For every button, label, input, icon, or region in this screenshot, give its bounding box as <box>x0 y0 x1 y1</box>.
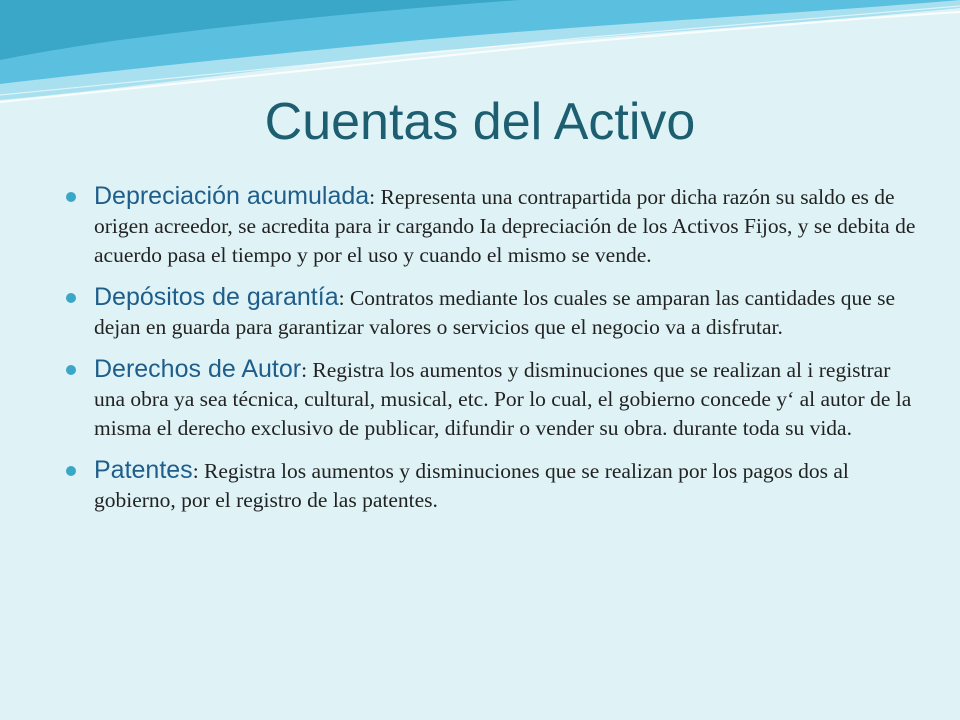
list-item <box>66 355 921 443</box>
item-term: Depreciación acumulada <box>94 182 370 210</box>
item-term: Derechos de Autor <box>94 355 302 383</box>
item-text: : Contratos mediante los cuales se amparan las cantidades que se dejan en guarda para garantizar valores o servicios que el negocio va a disfrutar. <box>94 286 896 339</box>
list-item <box>66 283 921 342</box>
item-text: : Representa una contrapartida por dicha razón su saldo es de origen acreedor, se acredita para ir cargando Ia depreciación de los Activos Fijos, y se debita de acuerdo pasa el tiempo y por el uso y cuando el mismo se vende. <box>94 185 916 267</box>
slide-title: Cuentas del Activo <box>264 93 696 151</box>
list-item <box>66 182 921 270</box>
item-text: : Registra los aumentos y disminuciones que se realizan al i registrar una obra ya sea técnica, cultural, musical, etc. Por lo cual, el gobierno concede y‘ al autor de la misma el derecho exclusivo de publicar, difundir o vender su obra. durante toda su vida. <box>94 358 912 440</box>
bullet-list <box>66 182 921 528</box>
bullet-icon <box>66 293 76 303</box>
list-item <box>66 456 921 515</box>
item-term: Patentes <box>94 456 193 484</box>
bullet-icon <box>66 466 76 476</box>
bullet-icon <box>66 365 76 375</box>
item-term: Depósitos de garantía <box>94 283 339 311</box>
bullet-icon <box>66 192 76 202</box>
item-text: : Registra los aumentos y disminuciones que se realizan por los pagos dos al gobierno, por el registro de las patentes. <box>94 459 849 512</box>
